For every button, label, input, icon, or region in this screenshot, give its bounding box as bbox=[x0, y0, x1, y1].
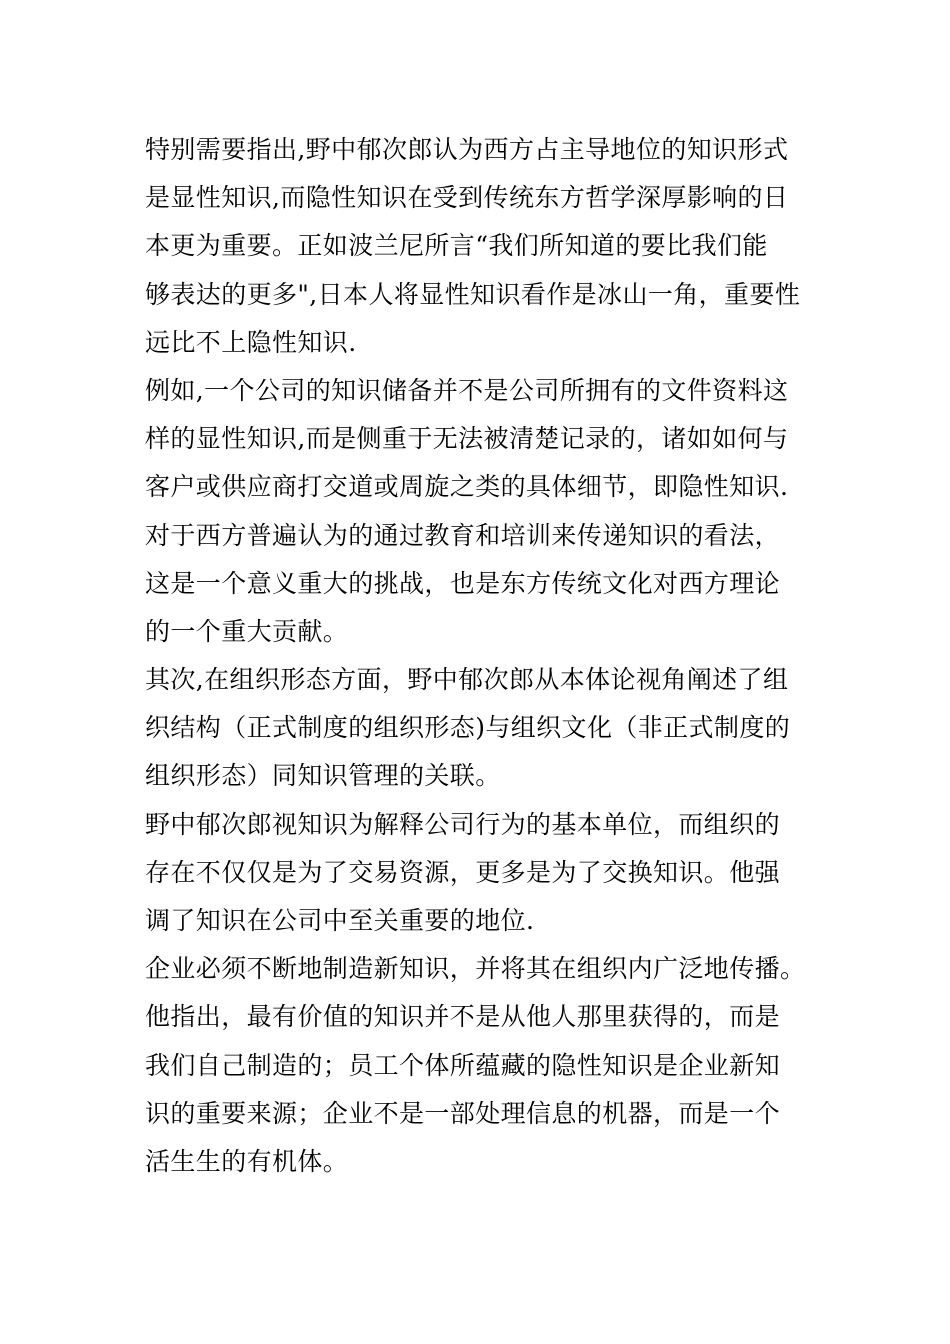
paragraph-6 bbox=[145, 945, 810, 1186]
paragraph-4 bbox=[145, 656, 810, 801]
text-line: 的一个重大贡献。 bbox=[145, 616, 349, 646]
text-line: 组织形态）同知识管理的关联。 bbox=[145, 761, 501, 791]
text-line: 够表达的更多",日本人将显性知识看作是冰山一角，重要性 bbox=[145, 279, 801, 309]
text-line: 这是一个意义重大的挑战，也是东方传统文化对西方理论 bbox=[145, 568, 781, 598]
text-line: 存在不仅仅是为了交易资源，更多是为了交换知识。他强 bbox=[145, 857, 781, 887]
text-line: 织结构（正式制度的组织形态)与组织文化（非正式制度的 bbox=[145, 713, 791, 743]
text-line: 远比不上隐性知识. bbox=[145, 327, 357, 357]
paragraph-1 bbox=[145, 126, 810, 367]
text-line: 特别需要指出,野中郁次郎认为西方占主导地位的知识形式 bbox=[145, 135, 789, 164]
text-line: 企业必须不断地制造新知识，并将其在组织内广泛地传播。 bbox=[145, 954, 806, 984]
text-line: 调了知识在公司中至关重要的地位. bbox=[145, 906, 535, 935]
paragraph-3 bbox=[145, 512, 810, 657]
text-line: 客户或供应商打交道或周旋之类的具体细节，即隐性知识. bbox=[145, 472, 789, 502]
paragraph-2 bbox=[145, 367, 810, 512]
text-line: 野中郁次郎视知识为解释公司行为的基本单位，而组织的 bbox=[145, 809, 781, 839]
text-line: 例如,一个公司的知识储备并不是公司所拥有的文件资料这 bbox=[145, 375, 789, 405]
text-line: 我们自己制造的；员工个体所蕴藏的隐性知识是企业新知 bbox=[145, 1050, 781, 1080]
text-line: 活生生的有机体。 bbox=[145, 1146, 349, 1176]
text-line: 识的重要来源；企业不是一部处理信息的机器，而是一个 bbox=[145, 1098, 781, 1128]
text-line: 对于西方普遍认为的通过教育和培训来传递知识的看法， bbox=[145, 520, 781, 550]
document-body bbox=[145, 126, 810, 1186]
text-line: 样的显性知识,而是侧重于无法被清楚记录的，诸如如何与 bbox=[145, 424, 789, 454]
text-line: 是显性知识,而隐性知识在受到传统东方哲学深厚影响的日 bbox=[145, 183, 789, 213]
paragraph-5 bbox=[145, 801, 810, 946]
text-line: 其次,在组织形态方面，野中郁次郎从本体论视角阐述了组 bbox=[145, 665, 789, 695]
text-line: 他指出，最有价值的知识并不是从他人那里获得的，而是 bbox=[145, 1002, 781, 1032]
text-line: 本更为重要。正如波兰尼所言“我们所知道的要比我们能 bbox=[145, 231, 768, 261]
